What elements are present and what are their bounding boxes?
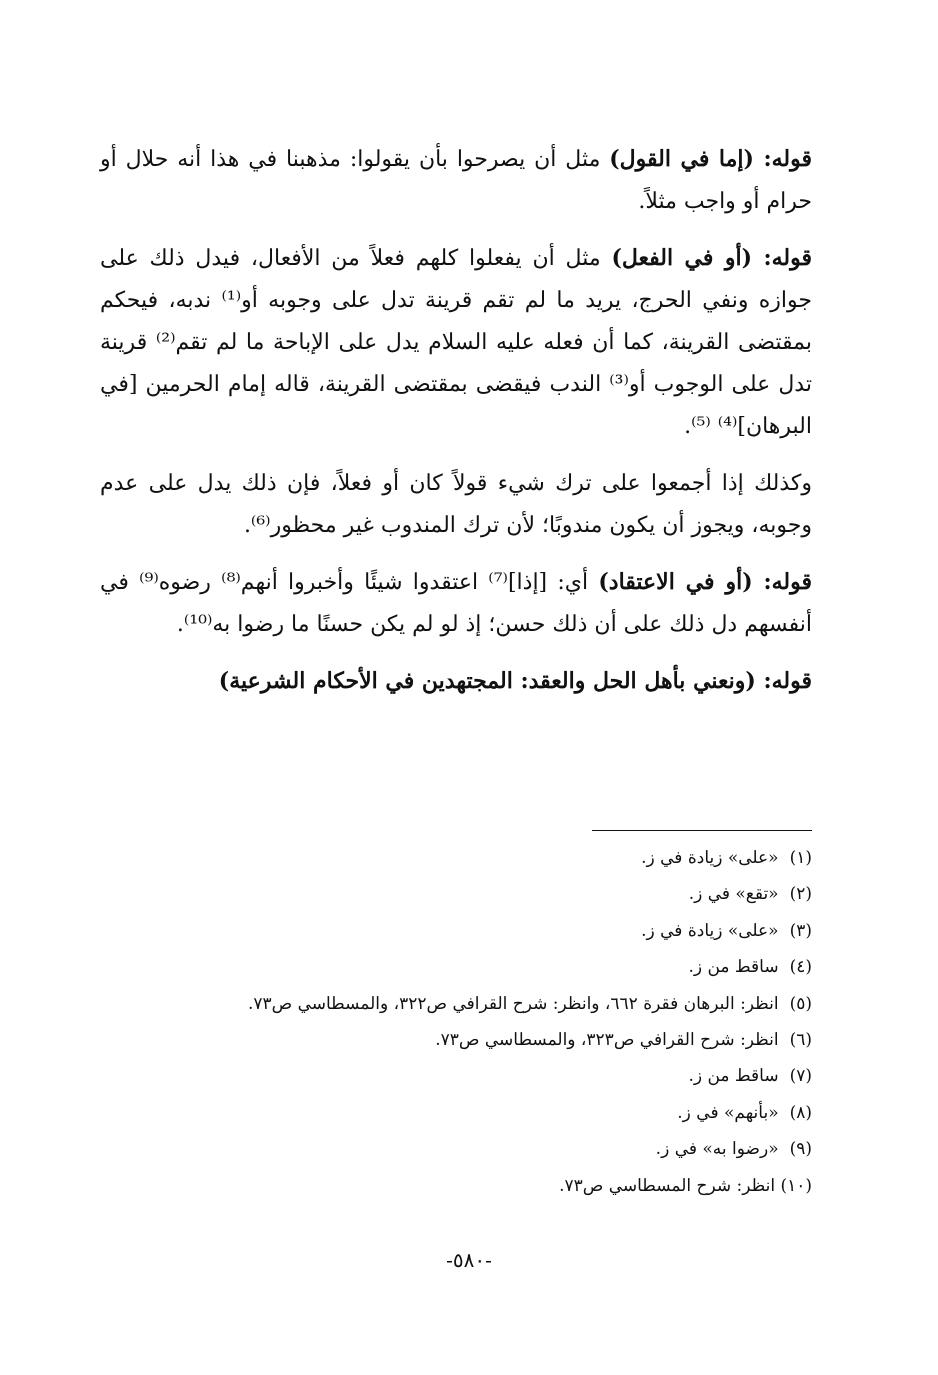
- paragraph-body: مثل أن يصرحوا بأن يقولوا: مذهبنا في هذا أنه حلال أو حرام أو واجب مثلاً.: [100, 147, 812, 214]
- footnote-number: (٧): [789, 1066, 812, 1087]
- footnote-separator: [592, 830, 812, 831]
- footnote-number: (١٠): [780, 1175, 812, 1196]
- page-number: -٥٨٠-: [446, 1248, 492, 1272]
- footnote-number: (٨): [789, 1102, 812, 1123]
- footnote-number: (٥): [789, 993, 812, 1014]
- footnote-item: [100, 1095, 812, 1131]
- footnote-number: (٦): [789, 1030, 812, 1051]
- footnote-text: «رضوا به» في ز.: [655, 1139, 779, 1160]
- footnote-item: [100, 840, 812, 876]
- paragraph-2: [100, 237, 812, 448]
- paragraph-body: مثل أن يفعلوا كلهم فعلاً من الأفعال، فيدل ذلك على جوازه ونفي الحرج، يريد ما لم تقم قرينة تدل على وجوبه أو⁽¹⁾ ندبه، فيحكم بمقتضى القرينة، كما أن فعله عليه السلام يدل على الإباحة ما لم تقم⁽²⁾ قرينة تدل على الوجوب أو⁽³⁾ الندب فيقضى بمقتضى القرينة، قاله إمام الحرمين [في البرهان]⁽⁴⁾ ⁽⁵⁾.: [100, 246, 813, 439]
- footnote-text: ساقط من ز.: [688, 957, 779, 978]
- paragraph-5: [100, 660, 812, 703]
- footnote-number: (٩): [789, 1139, 812, 1160]
- footnote-text: «على» زيادة في ز.: [641, 920, 779, 941]
- footnote-text: انظر: البرهان فقرة ٦٦٢، وانظر: شرح القرافي ص٣٢٢، والمسطاسي ص٧٣.: [247, 993, 779, 1014]
- paragraph-3: [100, 462, 812, 547]
- footnote-item: [100, 949, 812, 985]
- footnote-number: (٤): [789, 957, 812, 978]
- footnote-number: (١): [789, 848, 812, 868]
- footnote-text: انظر: شرح المسطاسي ص٧٣.: [559, 1175, 776, 1196]
- footnote-text: ساقط من ز.: [688, 1066, 779, 1087]
- paragraph-lead: قوله: (أو في الفعل): [611, 245, 813, 271]
- footnote-item: [100, 1131, 812, 1167]
- paragraph-lead: قوله: (أو في الاعتقاد): [598, 569, 813, 595]
- footnote-text: «على» زيادة في ز.: [641, 848, 779, 868]
- paragraph-lead: قوله: (إما في القول): [609, 146, 812, 172]
- main-text: [100, 138, 812, 717]
- paragraph-4: [100, 561, 812, 646]
- footnote-number: (٢): [789, 884, 812, 905]
- footnote-text: «بأنهم» في ز.: [677, 1102, 779, 1123]
- footnote-item: [100, 1022, 812, 1058]
- footnote-item: [100, 876, 812, 912]
- footnote-text: «تقع» في ز.: [688, 884, 779, 905]
- paragraph-body: أي: [إذا]⁽⁷⁾ اعتقدوا شيئًا وأخبروا أنهم⁽⁸⁾ رضوه⁽⁹⁾ في أنفسهم دل ذلك على أن ذلك حسن؛ إذ لو لم يكن حسنًا ما رضوا به⁽¹⁰⁾.: [100, 570, 812, 637]
- footnote-number: (٣): [789, 920, 812, 941]
- footnote-text: انظر: شرح القرافي ص٣٢٣، والمسطاسي ص٧٣.: [435, 1030, 779, 1051]
- footnote-item: [100, 986, 812, 1022]
- footnotes-list: [100, 840, 812, 1204]
- footnote-item: [100, 1058, 812, 1094]
- footnote-item: [100, 913, 812, 949]
- paragraph-lead: قوله: (ونعني بأهل الحل والعقد: المجتهدين في الأحكام الشرعية): [218, 668, 812, 694]
- paragraph-body: وكذلك إذا أجمعوا على ترك شيء قولاً كان أو فعلاً، فإن ذلك يدل على عدم وجوبه، ويجوز أن يكون مندوبًا؛ لأن ترك المندوب غير محظور⁽⁶⁾.: [100, 471, 812, 538]
- paragraph-1: [100, 138, 812, 223]
- footnote-item: [100, 1168, 812, 1204]
